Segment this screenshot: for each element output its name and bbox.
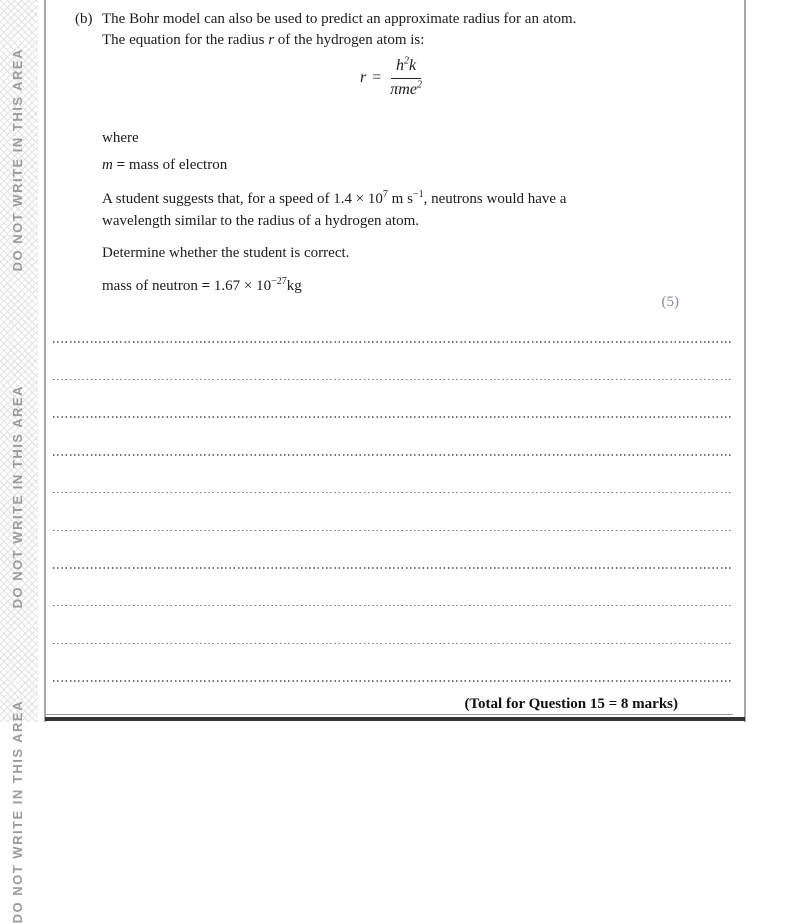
page-border-left — [44, 0, 46, 722]
do-not-write-watermark: DO NOT WRITE IN THIS AREA — [10, 48, 25, 272]
equation-denominator: πme$^2$ — [390, 79, 422, 98]
do-not-write-margin — [0, 0, 38, 923]
question-intro — [102, 9, 717, 51]
footer-bar — [45, 717, 745, 721]
do-not-write-watermark: DO NOT WRITE IN THIS AREA — [10, 385, 25, 609]
intro-line-2: The equation for the radius r of the hydrogen atom is: — [102, 32, 425, 48]
answer-line — [53, 341, 733, 343]
answer-lines — [53, 341, 733, 686]
where-label: where — [102, 130, 139, 146]
neutron-mass-data: mass of neutron = $1.67 \times 10^{-27}kg$ — [102, 276, 302, 294]
equation-lhs: r = — [360, 69, 382, 86]
answer-line — [53, 530, 733, 532]
question-total-label: (Total for Question 15 = 8 marks) — [464, 696, 678, 712]
radius-equation — [360, 57, 422, 99]
exponent: 7 — [382, 189, 388, 200]
answer-line — [53, 454, 733, 456]
answer-line — [53, 643, 733, 645]
answer-line — [53, 605, 733, 607]
answer-line — [53, 492, 733, 494]
answer-line — [53, 680, 733, 682]
equation-numerator: $h^2k$ — [391, 57, 421, 79]
do-not-write-watermark: DO NOT WRITE IN THIS AREA — [10, 700, 25, 923]
statement-line-1: A student suggests that, for a speed of $1.4 \times 10^7$ m $s^{-1}$, neutrons would have a — [102, 189, 567, 207]
footer-rule — [46, 714, 733, 715]
marks-badge: (5) — [661, 294, 679, 310]
answer-line — [53, 416, 733, 418]
electron-mass-definition: m = mass of electron — [102, 157, 228, 173]
statement-line-2: wavelength similar to the radius of a hydrogen atom. — [102, 212, 419, 229]
instruction-text: Determine whether the student is correct. — [102, 245, 350, 261]
question-part-label: (b) — [75, 11, 93, 27]
radius-variable: r — [268, 32, 275, 48]
intro-line-1: The Bohr model can also be used to predict an approximate radius for an atom. — [102, 11, 577, 27]
student-statement — [102, 189, 702, 232]
answer-line — [53, 379, 733, 381]
answer-line — [53, 567, 733, 569]
equation-fraction — [390, 57, 422, 99]
exponent: −27 — [271, 276, 287, 287]
page-border-right — [744, 0, 746, 722]
exponent: −1 — [412, 189, 424, 200]
